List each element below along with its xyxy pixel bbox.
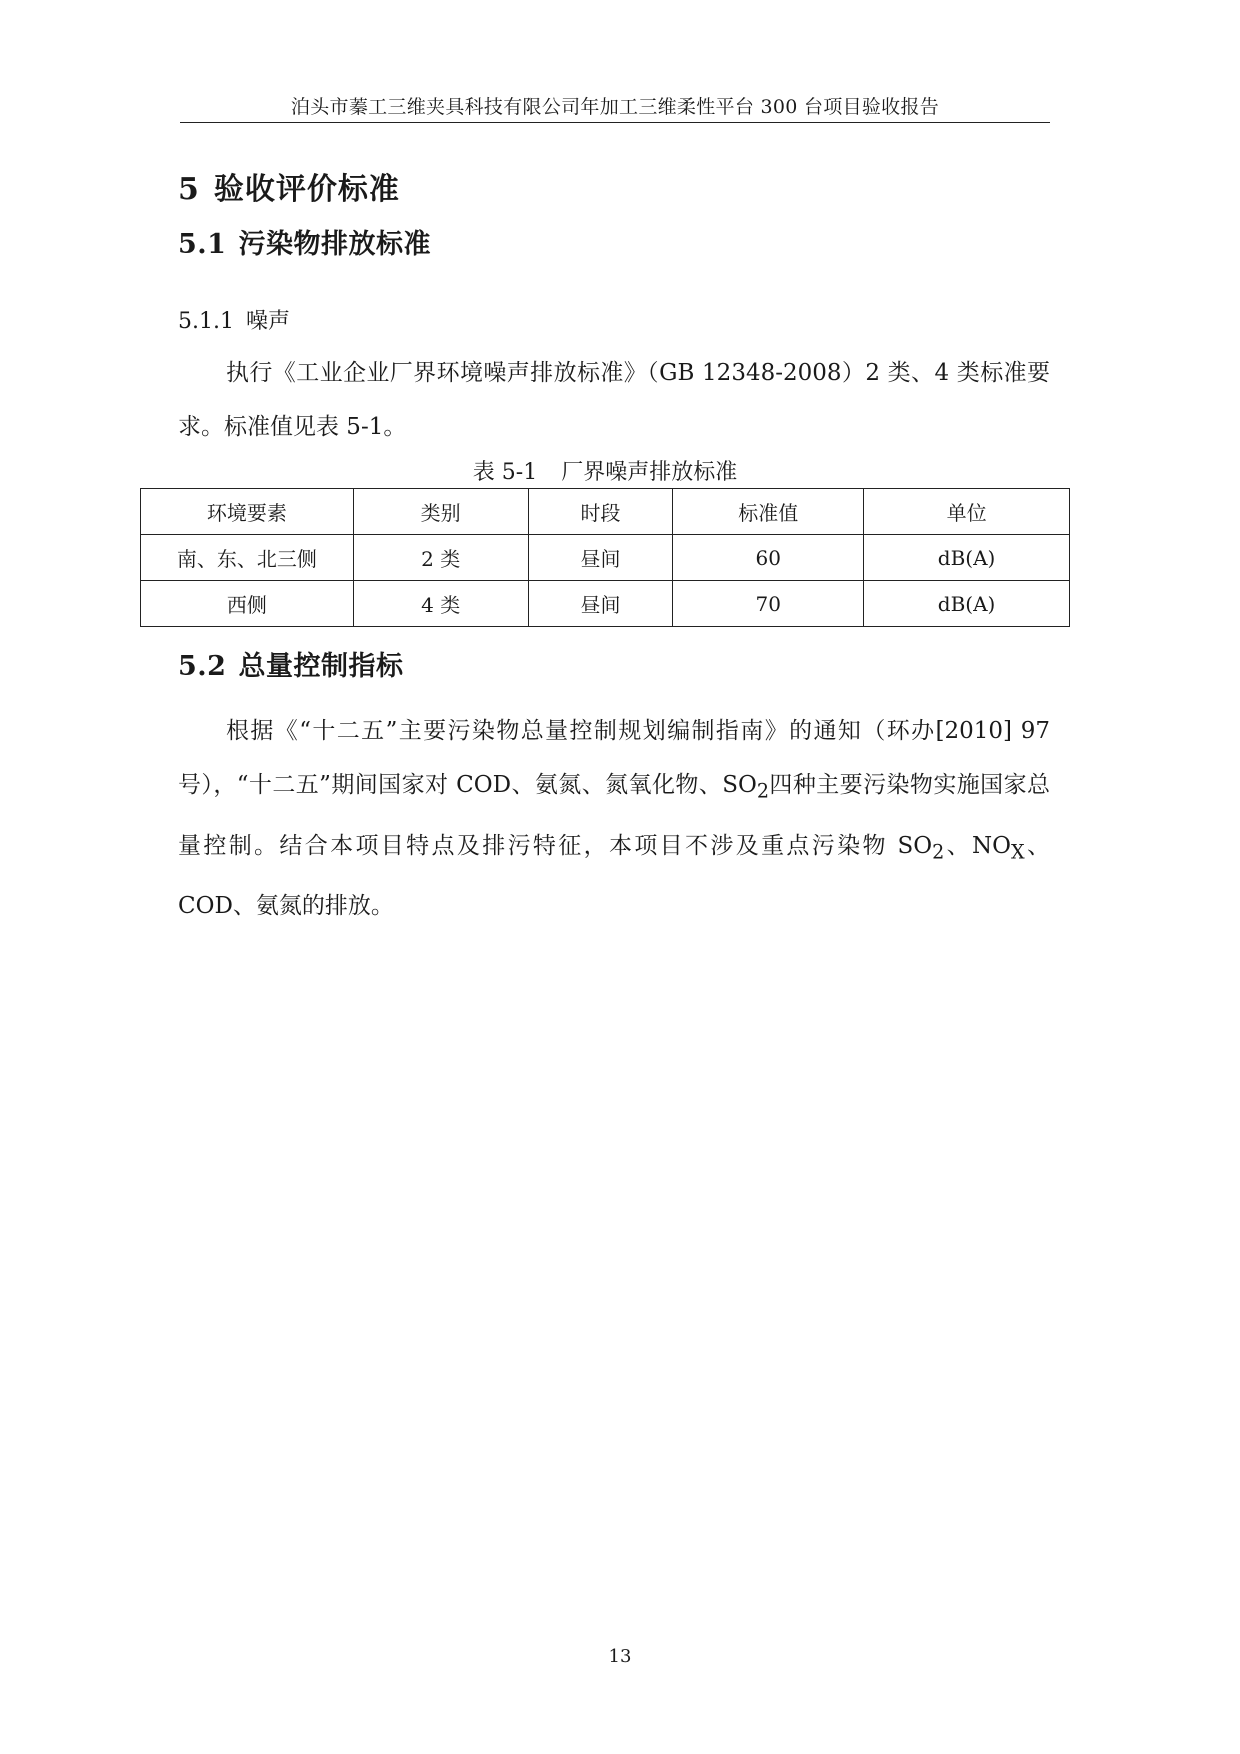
- table-cell: dB(A): [864, 535, 1070, 581]
- paragraph-text: 根据《“十二五”主要污染物总量控制规划编制指南》的通知（环办[2010] 97 号），“十二五”期间国家对 COD、氨氮、氮氧化物、SO: [178, 718, 1050, 798]
- header-rule: [180, 122, 1050, 123]
- total-control-paragraph: [178, 704, 1050, 933]
- running-header: 泊头市蓁工三维夹具科技有限公司年加工三维柔性平台 300 台项目验收报告: [290, 96, 940, 118]
- table-header-row: [141, 489, 1070, 535]
- table-cell: 昼间: [528, 581, 673, 627]
- table-cell: 70: [673, 581, 864, 627]
- page-number: 13: [608, 1646, 632, 1667]
- noise-standard-table: [140, 488, 1070, 627]
- section-number: 5.1.1: [178, 309, 234, 334]
- column-header: 环境要素: [141, 489, 354, 535]
- paragraph-text: 、NO: [944, 832, 1011, 859]
- table-row: [141, 535, 1070, 581]
- paragraph-text: 四种主要污染物实施国家总量控制。结合本项目特点及排污特征，本项目不涉及重点污染物 SO: [178, 772, 1051, 859]
- section-5-1-heading: [178, 222, 431, 261]
- table-cell: 昼间: [528, 535, 673, 581]
- column-header: 类别: [353, 489, 528, 535]
- table-caption: [140, 455, 1070, 486]
- table-cell: 4 类: [353, 581, 528, 627]
- table-title: 厂界噪声排放标准: [561, 460, 738, 485]
- section-number: 5.1: [178, 229, 227, 260]
- column-header: 标准值: [673, 489, 864, 535]
- section-5-heading: [178, 164, 400, 208]
- section-number: 5: [178, 172, 200, 207]
- table-cell: 60: [673, 535, 864, 581]
- subscript: 2: [756, 779, 770, 803]
- subscript: 2: [932, 840, 945, 864]
- section-5-1-1-heading: [178, 304, 290, 335]
- table-row: [141, 581, 1070, 627]
- section-number: 5.2: [178, 651, 227, 682]
- table-cell: 2 类: [353, 535, 528, 581]
- table-number: 表 5-1: [472, 460, 538, 485]
- section-title: 噪声: [245, 309, 290, 334]
- table-cell: dB(A): [864, 581, 1070, 627]
- table-cell: 西侧: [141, 581, 354, 627]
- subscript: X: [1011, 840, 1025, 864]
- column-header: 单位: [864, 489, 1070, 535]
- section-5-2-heading: [178, 644, 403, 683]
- section-title: 污染物排放标准: [238, 229, 431, 260]
- table-cell: 南、东、北三侧: [141, 535, 354, 581]
- section-title: 总量控制指标: [238, 651, 404, 682]
- column-header: 时段: [528, 489, 673, 535]
- paragraph-text: 、COD、氨氮的排放。: [178, 832, 1050, 920]
- section-title: 验收评价标准: [213, 172, 400, 207]
- noise-standard-paragraph: 执行《工业企业厂界环境噪声排放标准》（GB 12348-2008）2 类、4 类标准要求。标准值见表 5-1。: [178, 360, 1050, 440]
